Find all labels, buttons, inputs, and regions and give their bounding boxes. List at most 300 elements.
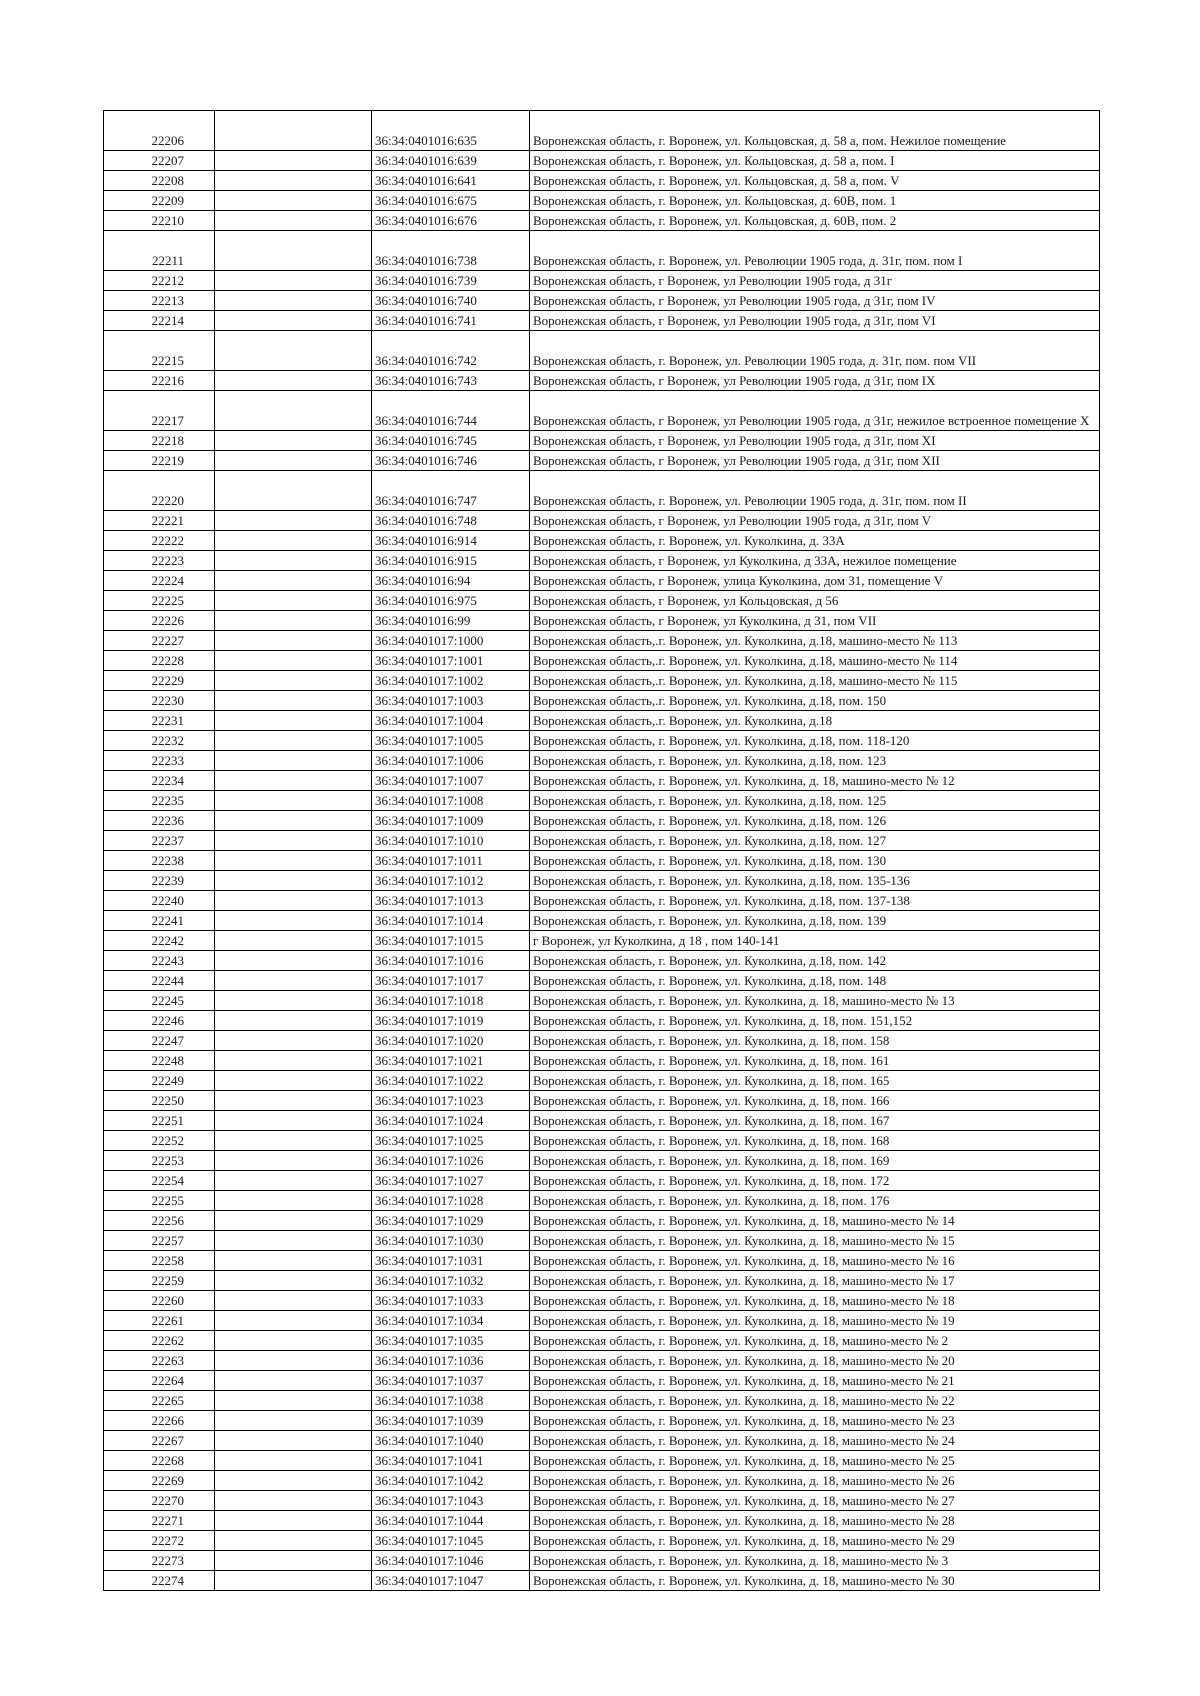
address-cell: Воронежская область, г. Воронеж, ул. Куколкина, д.18, пом. 123 — [530, 751, 1100, 771]
table-row — [104, 1231, 1100, 1251]
row-number-cell: 22263 — [104, 1351, 215, 1371]
address-cell: Воронежская область, г. Воронеж, ул. Куколкина, д. 18, машино-место № 19 — [530, 1311, 1100, 1331]
table-row — [104, 1071, 1100, 1091]
cadastral-number-cell: 36:34:0401017:1008 — [372, 791, 530, 811]
table-row — [104, 591, 1100, 611]
cadastral-number-cell: 36:34:0401017:1040 — [372, 1431, 530, 1451]
address-cell: Воронежская область, г. Воронеж, ул. Куколкина, д. 18, машино-место № 17 — [530, 1271, 1100, 1291]
table-row — [104, 871, 1100, 891]
address-cell: Воронежская область, г. Воронеж, ул. Куколкина, д. 18, пом. 158 — [530, 1031, 1100, 1051]
row-number-cell: 22274 — [104, 1571, 215, 1591]
empty-cell — [215, 791, 372, 811]
address-cell: Воронежская область, г Воронеж, ул Куколкина, д 31, пом VII — [530, 611, 1100, 631]
address-cell: Воронежская область, г. Воронеж, ул. Куколкина, д. 18, пом. 172 — [530, 1171, 1100, 1191]
row-number-cell: 22215 — [104, 331, 215, 371]
address-cell: Воронежская область, г. Воронеж, ул. Куколкина, д. 18, машино-место № 14 — [530, 1211, 1100, 1231]
empty-cell — [215, 771, 372, 791]
empty-cell — [215, 1431, 372, 1451]
empty-cell — [215, 631, 372, 651]
table-row — [104, 451, 1100, 471]
row-number-cell: 22207 — [104, 151, 215, 171]
cadastral-number-cell: 36:34:0401017:1021 — [372, 1051, 530, 1071]
empty-cell — [215, 651, 372, 671]
empty-cell — [215, 1471, 372, 1491]
row-number-cell: 22222 — [104, 531, 215, 551]
table-row — [104, 1551, 1100, 1571]
table-row — [104, 1191, 1100, 1211]
table-row — [104, 791, 1100, 811]
empty-cell — [215, 1511, 372, 1531]
row-number-cell: 22260 — [104, 1291, 215, 1311]
cadastral-number-cell: 36:34:0401016:741 — [372, 311, 530, 331]
row-number-cell: 22235 — [104, 791, 215, 811]
empty-cell — [215, 611, 372, 631]
table-row — [104, 311, 1100, 331]
cadastral-number-cell: 36:34:0401017:1029 — [372, 1211, 530, 1231]
cadastral-number-cell: 36:34:0401016:641 — [372, 171, 530, 191]
address-cell: Воронежская область, г. Воронеж, ул. Куколкина, д.18, пом. 127 — [530, 831, 1100, 851]
address-cell: Воронежская область, г. Воронеж, ул. Кольцовская, д. 58 а, пом. V — [530, 171, 1100, 191]
cadastral-number-cell: 36:34:0401017:1016 — [372, 951, 530, 971]
cadastral-number-cell: 36:34:0401017:1010 — [372, 831, 530, 851]
table-row — [104, 1011, 1100, 1031]
empty-cell — [215, 571, 372, 591]
address-cell: Воронежская область, г Воронеж, ул Революции 1905 года, д 31г, пом XI — [530, 431, 1100, 451]
row-number-cell: 22273 — [104, 1551, 215, 1571]
table-row — [104, 711, 1100, 731]
table-row — [104, 511, 1100, 531]
cadastral-number-cell: 36:34:0401017:1020 — [372, 1031, 530, 1051]
table-row — [104, 211, 1100, 231]
table-row — [104, 331, 1100, 371]
table-row — [104, 1471, 1100, 1491]
address-cell: Воронежская область, г Воронеж, ул Революции 1905 года, д 31г, пом V — [530, 511, 1100, 531]
empty-cell — [215, 1491, 372, 1511]
table-row — [104, 771, 1100, 791]
cadastral-number-cell: 36:34:0401017:1002 — [372, 671, 530, 691]
empty-cell — [215, 1331, 372, 1351]
cadastral-number-cell: 36:34:0401017:1035 — [372, 1331, 530, 1351]
row-number-cell: 22231 — [104, 711, 215, 731]
empty-cell — [215, 851, 372, 871]
address-cell: Воронежская область, г. Воронеж, ул. Куколкина, д.18, пом. 137-138 — [530, 891, 1100, 911]
address-cell: Воронежская область, г Воронеж, ул Революции 1905 года, д 31г — [530, 271, 1100, 291]
empty-cell — [215, 1051, 372, 1071]
row-number-cell: 22259 — [104, 1271, 215, 1291]
cadastral-number-cell: 36:34:0401017:1031 — [372, 1251, 530, 1271]
row-number-cell: 22229 — [104, 671, 215, 691]
address-cell: Воронежская область,.г. Воронеж, ул. Куколкина, д.18, пом. 150 — [530, 691, 1100, 711]
address-cell: Воронежская область,.г. Воронеж, ул. Куколкина, д.18, машино-место № 115 — [530, 671, 1100, 691]
row-number-cell: 22224 — [104, 571, 215, 591]
cadastral-number-cell: 36:34:0401017:1005 — [372, 731, 530, 751]
cadastral-number-cell: 36:34:0401017:1044 — [372, 1511, 530, 1531]
cadastral-number-cell: 36:34:0401017:1014 — [372, 911, 530, 931]
cadastral-number-cell: 36:34:0401017:1041 — [372, 1451, 530, 1471]
table-row — [104, 111, 1100, 151]
table-row — [104, 751, 1100, 771]
address-cell: Воронежская область, г. Воронеж, ул. Кольцовская, д. 60В, пом. 2 — [530, 211, 1100, 231]
empty-cell — [215, 991, 372, 1011]
address-cell: Воронежская область, г Воронеж, ул Кольцовская, д 56 — [530, 591, 1100, 611]
row-number-cell: 22253 — [104, 1151, 215, 1171]
cadastral-number-cell: 36:34:0401017:1034 — [372, 1311, 530, 1331]
empty-cell — [215, 1351, 372, 1371]
empty-cell — [215, 1551, 372, 1571]
address-cell: Воронежская область, г. Воронеж, ул. Куколкина, д. 18, машино-место № 27 — [530, 1491, 1100, 1511]
table-row — [104, 851, 1100, 871]
address-cell: Воронежская область, г. Воронеж, ул. Куколкина, д. 18, машино-место № 15 — [530, 1231, 1100, 1251]
cadastral-number-cell: 36:34:0401017:1027 — [372, 1171, 530, 1191]
cadastral-number-cell: 36:34:0401017:1038 — [372, 1391, 530, 1411]
empty-cell — [215, 211, 372, 231]
row-number-cell: 22243 — [104, 951, 215, 971]
empty-cell — [215, 871, 372, 891]
cadastral-number-cell: 36:34:0401017:1047 — [372, 1571, 530, 1591]
address-cell: Воронежская область, г. Воронеж, ул. Куколкина, д. 18, пом. 151,152 — [530, 1011, 1100, 1031]
cadastral-number-cell: 36:34:0401016:748 — [372, 511, 530, 531]
row-number-cell: 22254 — [104, 1171, 215, 1191]
address-cell: Воронежская область, г. Воронеж, ул. Куколкина, д. 18, машино-место № 30 — [530, 1571, 1100, 1591]
table-row — [104, 971, 1100, 991]
row-number-cell: 22271 — [104, 1511, 215, 1531]
cadastral-number-cell: 36:34:0401016:746 — [372, 451, 530, 471]
table-row — [104, 611, 1100, 631]
cadastral-number-cell: 36:34:0401016:915 — [372, 551, 530, 571]
address-cell: г Воронеж, ул Куколкина, д 18 , пом 140-141 — [530, 931, 1100, 951]
address-cell: Воронежская область, г. Воронеж, ул. Куколкина, д. 18, пом. 165 — [530, 1071, 1100, 1091]
table-row — [104, 1091, 1100, 1111]
empty-cell — [215, 1131, 372, 1151]
empty-cell — [215, 911, 372, 931]
row-number-cell: 22240 — [104, 891, 215, 911]
table-row — [104, 651, 1100, 671]
empty-cell — [215, 371, 372, 391]
cadastral-number-cell: 36:34:0401016:975 — [372, 591, 530, 611]
table-row — [104, 1031, 1100, 1051]
row-number-cell: 22248 — [104, 1051, 215, 1071]
table-row — [104, 171, 1100, 191]
empty-cell — [215, 1191, 372, 1211]
table-row — [104, 891, 1100, 911]
row-number-cell: 22242 — [104, 931, 215, 951]
row-number-cell: 22245 — [104, 991, 215, 1011]
cadastral-number-cell: 36:34:0401017:1025 — [372, 1131, 530, 1151]
empty-cell — [215, 831, 372, 851]
row-number-cell: 22239 — [104, 871, 215, 891]
row-number-cell: 22265 — [104, 1391, 215, 1411]
table-row — [104, 811, 1100, 831]
row-number-cell: 22255 — [104, 1191, 215, 1211]
address-cell: Воронежская область, г. Воронеж, ул. Кольцовская, д. 58 а, пом. I — [530, 151, 1100, 171]
empty-cell — [215, 451, 372, 471]
cadastral-number-cell: 36:34:0401017:1015 — [372, 931, 530, 951]
cadastral-number-cell: 36:34:0401017:1017 — [372, 971, 530, 991]
table-row — [104, 1491, 1100, 1511]
table-row — [104, 1351, 1100, 1371]
cadastral-number-cell: 36:34:0401017:1019 — [372, 1011, 530, 1031]
table-row — [104, 1331, 1100, 1351]
table-row — [104, 531, 1100, 551]
empty-cell — [215, 271, 372, 291]
row-number-cell: 22234 — [104, 771, 215, 791]
table-row — [104, 231, 1100, 271]
address-cell: Воронежская область, г. Воронеж, ул. Куколкина, д.18, пом. 135-136 — [530, 871, 1100, 891]
address-cell: Воронежская область, г. Воронеж, ул. Куколкина, д. 18, машино-место № 12 — [530, 771, 1100, 791]
row-number-cell: 22261 — [104, 1311, 215, 1331]
address-cell: Воронежская область, г. Воронеж, ул. Куколкина, д. 18, машино-место № 3 — [530, 1551, 1100, 1571]
cadastral-number-cell: 36:34:0401017:1001 — [372, 651, 530, 671]
row-number-cell: 22247 — [104, 1031, 215, 1051]
cadastral-number-cell: 36:34:0401017:1000 — [372, 631, 530, 651]
empty-cell — [215, 1111, 372, 1131]
table-row — [104, 391, 1100, 431]
empty-cell — [215, 511, 372, 531]
address-cell: Воронежская область,.г. Воронеж, ул. Куколкина, д.18 — [530, 711, 1100, 731]
cadastral-number-cell: 36:34:0401016:745 — [372, 431, 530, 451]
address-cell: Воронежская область, г Воронеж, ул Революции 1905 года, д 31г, нежилое встроенное помещение X — [530, 391, 1100, 431]
row-number-cell: 22209 — [104, 191, 215, 211]
row-number-cell: 22249 — [104, 1071, 215, 1091]
address-cell: Воронежская область, г. Воронеж, ул. Куколкина, д. 18, пом. 168 — [530, 1131, 1100, 1151]
address-cell: Воронежская область, г. Воронеж, ул. Куколкина, д. 18, машино-место № 13 — [530, 991, 1100, 1011]
address-cell: Воронежская область, г Воронеж, ул Революции 1905 года, д 31г, пом XII — [530, 451, 1100, 471]
cadastral-number-cell: 36:34:0401016:740 — [372, 291, 530, 311]
table-row — [104, 991, 1100, 1011]
table-row — [104, 551, 1100, 571]
empty-cell — [215, 671, 372, 691]
document-sheet — [103, 110, 1099, 1591]
address-cell: Воронежская область, г. Воронеж, ул. Куколкина, д. 18, пом. 167 — [530, 1111, 1100, 1131]
address-cell: Воронежская область, г. Воронеж, ул. Куколкина, д.18, пом. 142 — [530, 951, 1100, 971]
row-number-cell: 22228 — [104, 651, 215, 671]
address-cell: Воронежская область, г. Воронеж, ул. Кольцовская, д. 58 а, пом. Нежилое помещение — [530, 111, 1100, 151]
empty-cell — [215, 231, 372, 271]
row-number-cell: 22227 — [104, 631, 215, 651]
cadastral-number-cell: 36:34:0401016:675 — [372, 191, 530, 211]
table-row — [104, 431, 1100, 451]
empty-cell — [215, 1071, 372, 1091]
cadastral-number-cell: 36:34:0401017:1024 — [372, 1111, 530, 1131]
cadastral-number-cell: 36:34:0401017:1033 — [372, 1291, 530, 1311]
row-number-cell: 22216 — [104, 371, 215, 391]
address-cell: Воронежская область, г. Воронеж, ул. Куколкина, д.18, пом. 126 — [530, 811, 1100, 831]
address-cell: Воронежская область, г. Воронеж, ул. Куколкина, д.18, пом. 118-120 — [530, 731, 1100, 751]
cadastral-number-cell: 36:34:0401017:1018 — [372, 991, 530, 1011]
cadastral-number-cell: 36:34:0401017:1030 — [372, 1231, 530, 1251]
row-number-cell: 22257 — [104, 1231, 215, 1251]
row-number-cell: 22252 — [104, 1131, 215, 1151]
row-number-cell: 22218 — [104, 431, 215, 451]
cadastral-number-cell: 36:34:0401016:747 — [372, 471, 530, 511]
cadastral-number-cell: 36:34:0401017:1037 — [372, 1371, 530, 1391]
table-row — [104, 951, 1100, 971]
row-number-cell: 22225 — [104, 591, 215, 611]
table-row — [104, 1311, 1100, 1331]
row-number-cell: 22223 — [104, 551, 215, 571]
cadastral-number-cell: 36:34:0401017:1007 — [372, 771, 530, 791]
table-row — [104, 291, 1100, 311]
table-row — [104, 1211, 1100, 1231]
row-number-cell: 22264 — [104, 1371, 215, 1391]
cadastral-number-cell: 36:34:0401017:1023 — [372, 1091, 530, 1111]
row-number-cell: 22258 — [104, 1251, 215, 1271]
cadastral-number-cell: 36:34:0401017:1011 — [372, 851, 530, 871]
address-cell: Воронежская область, г. Воронеж, ул. Кольцовская, д. 60В, пом. 1 — [530, 191, 1100, 211]
row-number-cell: 22211 — [104, 231, 215, 271]
table-row — [104, 271, 1100, 291]
empty-cell — [215, 691, 372, 711]
address-cell: Воронежская область, г. Воронеж, ул. Куколкина, д. 18, пом. 166 — [530, 1091, 1100, 1111]
table-row — [104, 1271, 1100, 1291]
address-cell: Воронежская область, г. Воронеж, ул. Куколкина, д. 18, машино-место № 23 — [530, 1411, 1100, 1431]
address-cell: Воронежская область, г. Воронеж, ул. Куколкина, д.18, пом. 139 — [530, 911, 1100, 931]
address-cell: Воронежская область,.г. Воронеж, ул. Куколкина, д.18, машино-место № 113 — [530, 631, 1100, 651]
table-row — [104, 631, 1100, 651]
table-row — [104, 151, 1100, 171]
address-cell: Воронежская область, г. Воронеж, ул. Революции 1905 года, д. 31г, пом. пом I — [530, 231, 1100, 271]
empty-cell — [215, 1251, 372, 1271]
empty-cell — [215, 531, 372, 551]
cadastral-number-cell: 36:34:0401017:1026 — [372, 1151, 530, 1171]
empty-cell — [215, 1411, 372, 1431]
address-cell: Воронежская область, г. Воронеж, ул. Куколкина, д. 18, машино-место № 29 — [530, 1531, 1100, 1551]
table-row — [104, 1391, 1100, 1411]
cadastral-number-cell: 36:34:0401016:738 — [372, 231, 530, 271]
table-row — [104, 1111, 1100, 1131]
row-number-cell: 22208 — [104, 171, 215, 191]
cadastral-number-cell: 36:34:0401016:639 — [372, 151, 530, 171]
cadastral-number-cell: 36:34:0401016:914 — [372, 531, 530, 551]
row-number-cell: 22214 — [104, 311, 215, 331]
cadastral-number-cell: 36:34:0401017:1039 — [372, 1411, 530, 1431]
table-row — [104, 831, 1100, 851]
address-cell: Воронежская область,.г. Воронеж, ул. Куколкина, д.18, машино-место № 114 — [530, 651, 1100, 671]
row-number-cell: 22210 — [104, 211, 215, 231]
cadastral-number-cell: 36:34:0401016:743 — [372, 371, 530, 391]
address-cell: Воронежская область, г. Воронеж, ул. Куколкина, д. 18, машино-место № 18 — [530, 1291, 1100, 1311]
table-row — [104, 571, 1100, 591]
row-number-cell: 22230 — [104, 691, 215, 711]
empty-cell — [215, 1151, 372, 1171]
empty-cell — [215, 471, 372, 511]
table-row — [104, 1131, 1100, 1151]
cadastral-number-cell: 36:34:0401017:1036 — [372, 1351, 530, 1371]
cadastral-number-cell: 36:34:0401017:1003 — [372, 691, 530, 711]
address-cell: Воронежская область, г Воронеж, ул Революции 1905 года, д 31г, пом IX — [530, 371, 1100, 391]
table-row — [104, 671, 1100, 691]
row-number-cell: 22244 — [104, 971, 215, 991]
table-row — [104, 1151, 1100, 1171]
row-number-cell: 22232 — [104, 731, 215, 751]
row-number-cell: 22256 — [104, 1211, 215, 1231]
empty-cell — [215, 331, 372, 371]
row-number-cell: 22268 — [104, 1451, 215, 1471]
cadastral-number-cell: 36:34:0401016:94 — [372, 571, 530, 591]
empty-cell — [215, 551, 372, 571]
empty-cell — [215, 811, 372, 831]
empty-cell — [215, 1271, 372, 1291]
empty-cell — [215, 731, 372, 751]
address-cell: Воронежская область, г. Воронеж, ул. Куколкина, д. 18, машино-место № 2 — [530, 1331, 1100, 1351]
empty-cell — [215, 1571, 372, 1591]
row-number-cell: 22272 — [104, 1531, 215, 1551]
empty-cell — [215, 1311, 372, 1331]
cadastral-number-cell: 36:34:0401016:739 — [372, 271, 530, 291]
address-cell: Воронежская область, г. Воронеж, ул. Революции 1905 года, д. 31г, пом. пом VII — [530, 331, 1100, 371]
empty-cell — [215, 711, 372, 731]
table-row — [104, 931, 1100, 951]
cadastral-number-cell: 36:34:0401017:1046 — [372, 1551, 530, 1571]
row-number-cell: 22221 — [104, 511, 215, 531]
empty-cell — [215, 591, 372, 611]
address-cell: Воронежская область, г. Воронеж, ул. Куколкина, д. 18, пом. 176 — [530, 1191, 1100, 1211]
empty-cell — [215, 1531, 372, 1551]
address-cell: Воронежская область, г Воронеж, улица Куколкина, дом 31, помещение V — [530, 571, 1100, 591]
address-cell: Воронежская область, г. Воронеж, ул. Куколкина, д. 18, машино-место № 25 — [530, 1451, 1100, 1471]
table-row — [104, 191, 1100, 211]
cadastral-number-cell: 36:34:0401017:1012 — [372, 871, 530, 891]
property-table — [103, 110, 1100, 1591]
row-number-cell: 22206 — [104, 111, 215, 151]
cadastral-number-cell: 36:34:0401017:1043 — [372, 1491, 530, 1511]
address-cell: Воронежская область, г. Воронеж, ул. Куколкина, д. 18, машино-место № 24 — [530, 1431, 1100, 1451]
row-number-cell: 22269 — [104, 1471, 215, 1491]
table-row — [104, 1511, 1100, 1531]
cadastral-number-cell: 36:34:0401017:1045 — [372, 1531, 530, 1551]
row-number-cell: 22219 — [104, 451, 215, 471]
row-number-cell: 22237 — [104, 831, 215, 851]
empty-cell — [215, 1031, 372, 1051]
row-number-cell: 22213 — [104, 291, 215, 311]
table-row — [104, 1451, 1100, 1471]
empty-cell — [215, 1371, 372, 1391]
address-cell: Воронежская область, г. Воронеж, ул. Куколкина, д. 18, пом. 161 — [530, 1051, 1100, 1071]
address-cell: Воронежская область, г. Воронеж, ул. Куколкина, д. 18, машино-место № 26 — [530, 1471, 1100, 1491]
table-row — [104, 471, 1100, 511]
table-row — [104, 1171, 1100, 1191]
address-cell: Воронежская область, г. Воронеж, ул. Куколкина, д. 18, машино-место № 21 — [530, 1371, 1100, 1391]
cadastral-number-cell: 36:34:0401016:99 — [372, 611, 530, 631]
table-row — [104, 1291, 1100, 1311]
table-row — [104, 1411, 1100, 1431]
row-number-cell: 22217 — [104, 391, 215, 431]
address-cell: Воронежская область, г Воронеж, ул Революции 1905 года, д 31г, пом IV — [530, 291, 1100, 311]
table-row — [104, 1531, 1100, 1551]
address-cell: Воронежская область, г. Воронеж, ул. Куколкина, д. 18, машино-место № 22 — [530, 1391, 1100, 1411]
address-cell: Воронежская область, г. Воронеж, ул. Революции 1905 года, д. 31г, пом. пом II — [530, 471, 1100, 511]
cadastral-number-cell: 36:34:0401016:744 — [372, 391, 530, 431]
empty-cell — [215, 311, 372, 331]
table-row — [104, 371, 1100, 391]
empty-cell — [215, 1211, 372, 1231]
empty-cell — [215, 1291, 372, 1311]
address-cell: Воронежская область, г. Воронеж, ул. Куколкина, д. 18, пом. 169 — [530, 1151, 1100, 1171]
row-number-cell: 22238 — [104, 851, 215, 871]
empty-cell — [215, 1011, 372, 1031]
table-row — [104, 1571, 1100, 1591]
address-cell: Воронежская область, г. Воронеж, ул. Куколкина, д.18, пом. 125 — [530, 791, 1100, 811]
empty-cell — [215, 191, 372, 211]
address-cell: Воронежская область, г Воронеж, ул Революции 1905 года, д 31г, пом VI — [530, 311, 1100, 331]
cadastral-number-cell: 36:34:0401016:676 — [372, 211, 530, 231]
row-number-cell: 22212 — [104, 271, 215, 291]
property-table-body — [104, 111, 1100, 1591]
row-number-cell: 22241 — [104, 911, 215, 931]
address-cell: Воронежская область, г Воронеж, ул Куколкина, д 33А, нежилое помещение — [530, 551, 1100, 571]
empty-cell — [215, 931, 372, 951]
empty-cell — [215, 1451, 372, 1471]
